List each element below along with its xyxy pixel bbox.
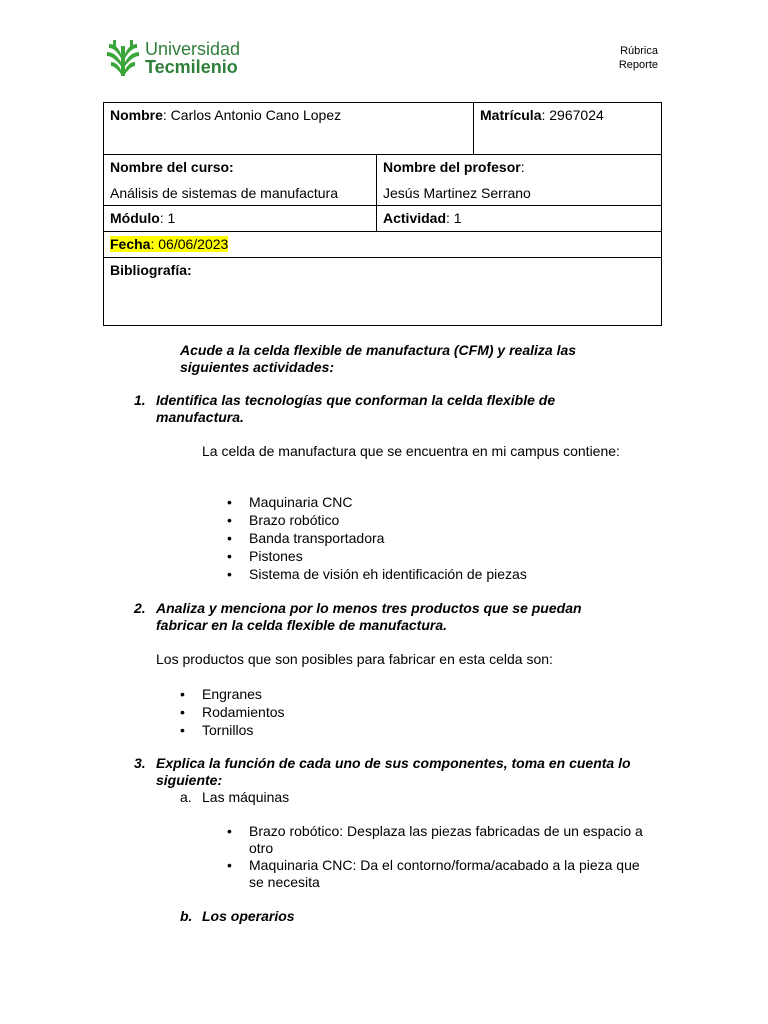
question-3-text: Explica la función de cada uno de sus componentes, toma en cuenta lo siguiente: <box>156 755 631 788</box>
bibliografia-label: Bibliografía: <box>110 262 192 278</box>
fecha-value: : 06/06/2023 <box>150 236 229 252</box>
answer-1-text: La celda de manufactura que se encuentra en mi campus contiene: <box>202 443 620 459</box>
answer-2-text: Los productos que son posibles para fabricar en esta celda son: <box>156 651 553 667</box>
question-1 <box>134 392 634 426</box>
list-item: • Maquinaria CNC: Da el contorno/forma/acabado a la pieza que se necesita <box>223 857 653 891</box>
fecha-label: Fecha <box>110 236 151 252</box>
list-item: • Pistones <box>223 547 643 565</box>
nombre-cell <box>104 103 474 155</box>
modulo-value: : 1 <box>159 210 176 226</box>
question-2 <box>134 600 634 634</box>
fecha-cell <box>104 232 662 258</box>
modulo-label: Módulo <box>110 210 160 226</box>
question-3b-text: Los operarios <box>202 908 295 924</box>
actividad-value: : 1 <box>446 210 462 226</box>
list-item: • Rodamientos <box>176 703 596 721</box>
question-3-number: 3. <box>134 755 146 771</box>
question-3b <box>180 908 580 925</box>
curso-value: Análisis de sistemas de manufactura <box>110 185 338 201</box>
matricula-label: Matrícula <box>480 107 542 123</box>
list-item: • Banda transportadora <box>223 529 643 547</box>
question-1-number: 1. <box>134 392 146 408</box>
question-2-number: 2. <box>134 600 146 616</box>
list-item: • Maquinaria CNC <box>223 493 643 511</box>
fecha-highlight <box>110 236 228 252</box>
matricula-cell <box>474 103 662 155</box>
university-logo <box>107 40 240 76</box>
actividad-cell <box>377 206 662 232</box>
nombre-label: Nombre <box>110 107 163 123</box>
doc-type-reporte: Reporte <box>618 59 658 71</box>
matricula-value: : 2967024 <box>541 107 604 123</box>
logo-line-2: Tecmilenio <box>145 57 238 77</box>
list-item: • Brazo robótico <box>223 511 643 529</box>
logo-line-1: Universidad <box>145 39 241 59</box>
question-3 <box>134 755 634 789</box>
curso-label: Nombre del curso: <box>110 159 234 175</box>
question-3a <box>180 789 580 806</box>
nombre-value: : Carlos Antonio Cano Lopez <box>162 107 342 123</box>
modulo-cell <box>104 206 377 232</box>
profesor-cell <box>377 155 662 206</box>
list-item: • Engranes <box>176 685 596 703</box>
answer-2-list <box>176 685 596 739</box>
curso-cell <box>104 155 377 206</box>
question-3a-text: Las máquinas <box>202 789 290 805</box>
list-item: • Brazo robótico: Desplaza las piezas fabricadas de un espacio a otro <box>223 823 653 857</box>
actividad-label: Actividad <box>383 210 447 226</box>
answer-3a-list <box>223 823 653 891</box>
profesor-value: Jesús Martinez Serrano <box>383 185 531 201</box>
bibliografia-cell <box>104 258 662 326</box>
activity-intro: Acude a la celda flexible de manufactura (CFM) y realiza las siguientes actividades: <box>180 342 577 375</box>
question-3a-letter: a. <box>180 789 192 805</box>
tecmilenio-leaf-icon <box>107 40 139 76</box>
profesor-label: Nombre del profesor <box>383 159 521 175</box>
question-3b-letter: b. <box>180 908 193 924</box>
question-1-text: Identifica las tecnologías que conforman la celda flexible de manufactura. <box>156 392 556 425</box>
answer-1-list <box>223 493 643 583</box>
student-info-table <box>103 102 662 326</box>
profesor-suffix: : <box>520 159 525 175</box>
doc-type-rubrica: Rúbrica <box>620 45 658 57</box>
list-item: • Sistema de visión eh identificación de piezas <box>223 565 643 583</box>
document-type <box>619 44 658 72</box>
question-2-text: Analiza y menciona por lo menos tres productos que se puedan fabricar en la celda flexible de manufactura. <box>156 600 582 633</box>
list-item: • Tornillos <box>176 721 596 739</box>
